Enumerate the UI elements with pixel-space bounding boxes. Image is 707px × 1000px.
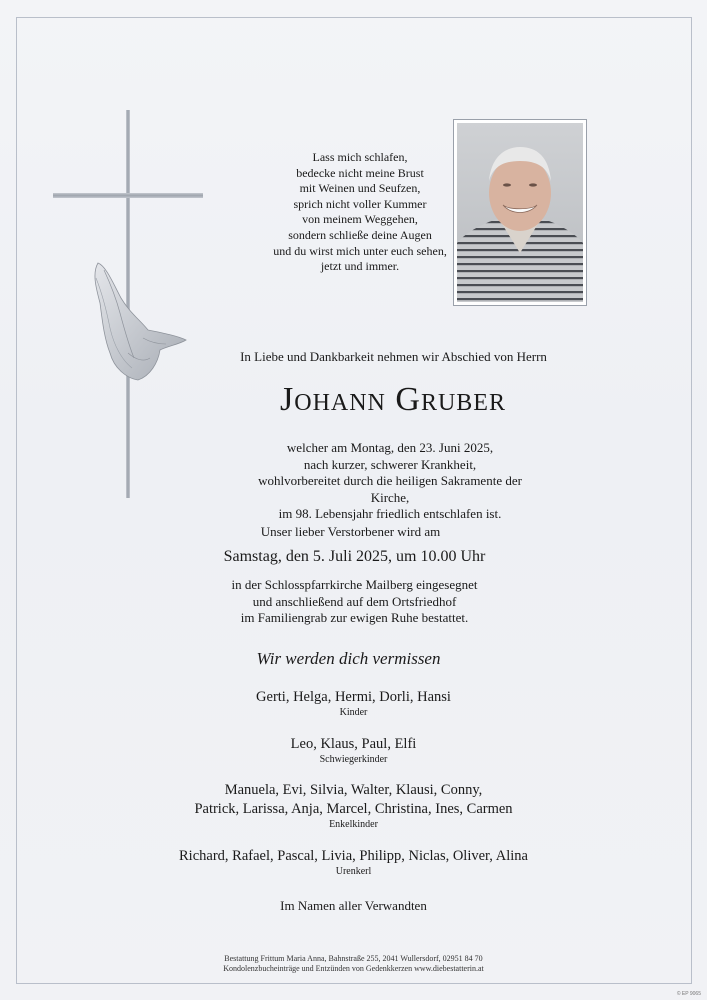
poem-line: mit Weinen und Seufzen, <box>299 181 421 196</box>
funeral-line: im Familiengrab zur ewigen Ruhe bestattet. <box>240 610 469 625</box>
footer-line: Bestattung Frittum Maria Anna, Bahnstraße 255, 2041 Wullersdorf, 02951 84 70 <box>224 954 483 963</box>
mourner-relation: Schwiegerkinder <box>319 754 388 765</box>
mourner-names: Manuela, Evi, Silvia, Walter, Klausi, Conny, <box>224 782 483 798</box>
mourner-relation: Enkelkinder <box>329 819 378 830</box>
details-line: wohlvorbereitet durch die heiligen Sakramente der Kirche, <box>258 473 522 505</box>
poem-line: jetzt und immer. <box>320 259 400 274</box>
footer <box>0 954 707 974</box>
deceased-name: Johann Gruber <box>280 381 506 418</box>
mourner-group <box>0 847 707 878</box>
footer-line: Kondolenzbucheinträge und Entzünden von Gedenkkerzen www.diebestatterin.at <box>223 964 484 973</box>
portrait-photo <box>457 123 583 302</box>
funeral-details <box>1 577 707 627</box>
poem-line: Lass mich schlafen, <box>312 150 408 164</box>
funeral-line: in der Schlosspfarrkirche Mailberg eingesegnet <box>231 577 478 592</box>
details-line: welcher am Montag, den 23. Juni 2025, <box>286 440 494 455</box>
funeral-line: und anschließend auf dem Ortsfriedhof <box>252 593 457 609</box>
mourner-names: Richard, Rafael, Pascal, Livia, Philipp, Niclas, Oliver, Alina <box>179 848 528 864</box>
mourner-names: Patrick, Larissa, Anja, Marcel, Christina, Ines, Carmen <box>194 801 513 817</box>
portrait-frame <box>453 119 587 306</box>
closing-line: Im Namen aller Verwandten <box>280 898 427 913</box>
poem-line: sondern schließe deine Augen <box>288 227 432 242</box>
mourner-relation: Urenkerl <box>335 866 372 877</box>
details-line: nach kurzer, schwerer Krankheit, <box>303 456 477 472</box>
cross-icon-beam <box>53 193 203 198</box>
mourner-group <box>0 688 707 719</box>
mourner-names: Gerti, Helga, Hermi, Dorli, Hansi <box>256 689 451 705</box>
funeral-intro: Unser lieber Verstorbener wird am <box>260 524 441 539</box>
farewell-intro: In Liebe und Dankbarkeit nehmen wir Abschied von Herrn <box>240 349 547 364</box>
poem-line: sprich nicht voller Kummer <box>293 196 427 211</box>
details-line: im 98. Lebensjahr friedlich entschlafen ist. <box>278 506 502 521</box>
miss-heading: Wir werden dich vermissen <box>256 649 441 668</box>
poem-line: von meinem Weggehen, <box>302 212 418 227</box>
poem-line: und du wirst mich unter euch sehen, <box>273 243 447 258</box>
mourner-names: Leo, Klaus, Paul, Elfi <box>290 736 417 752</box>
funeral-date: Samstag, den 5. Juli 2025, um 10.00 Uhr <box>223 548 486 565</box>
mourner-group <box>0 735 707 766</box>
mourner-group <box>0 781 707 831</box>
poem-line: bedecke nicht meine Brust <box>296 165 424 180</box>
print-code: © EP 9065 <box>676 991 701 997</box>
death-details <box>240 440 540 523</box>
mourner-relation: Kinder <box>339 707 368 718</box>
